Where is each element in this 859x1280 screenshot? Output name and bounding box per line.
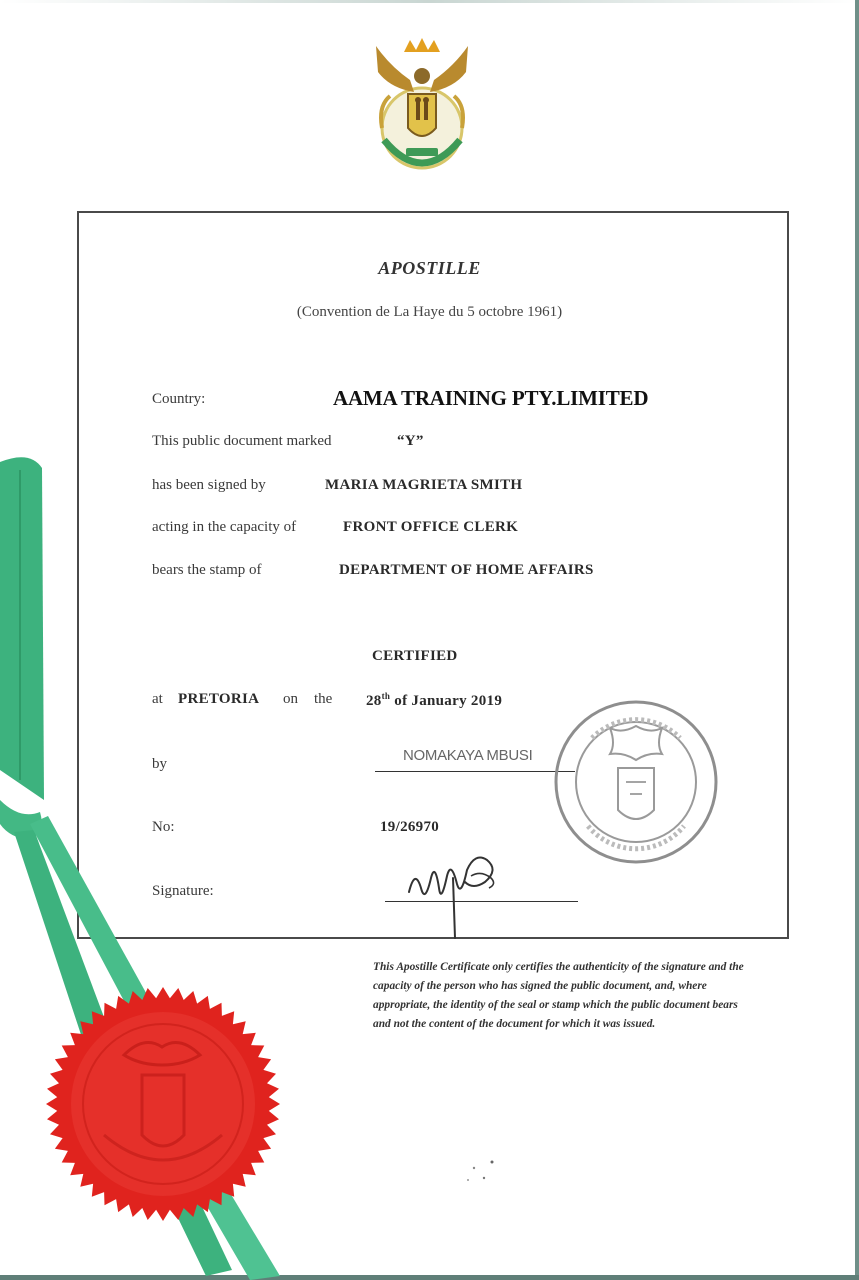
convention-reference: (Convention de La Haye du 5 octobre 1961): [296, 304, 563, 320]
date-day-suffix: th: [381, 691, 391, 701]
on-label: on: [283, 691, 298, 707]
stamp-value: DEPARTMENT OF HOME AFFAIRS: [339, 562, 594, 578]
certified-heading: CERTIFIED: [372, 648, 458, 664]
south-africa-coat-of-arms-icon: [370, 36, 474, 172]
print-specks: [462, 1156, 502, 1186]
certified-date: [366, 691, 502, 710]
date-rest: of January 2019: [394, 693, 503, 709]
document-marked-label: This public document marked: [152, 433, 332, 449]
place-value: PRETORIA: [178, 691, 260, 707]
red-wax-seal-icon: [44, 985, 282, 1223]
page-right-edge: [855, 0, 859, 1280]
signature-label: Signature:: [152, 883, 214, 899]
stamp-label: bears the stamp of: [152, 562, 262, 578]
certifying-officer-name: NOMAKAYA MBUSI: [403, 747, 533, 764]
handwritten-signature-icon: [405, 848, 505, 940]
country-value: AAMA TRAINING PTY.LIMITED: [333, 386, 649, 410]
certificate-title: APOSTILLE: [378, 258, 481, 278]
country-label: Country:: [152, 391, 206, 407]
capacity-label: acting in the capacity of: [152, 519, 297, 535]
disclaimer-text: This Apostille Certificate only certifies the authenticity of the signature and the capacity of the person who has signed the public document, and, where appropriate, the identity of the seal or stamp which the public document bears and not the content of the document for which it was issued.: [373, 961, 744, 1030]
signed-by-value: MARIA MAGRIETA SMITH: [325, 477, 523, 493]
the-label: the: [314, 691, 333, 707]
capacity-value: FRONT OFFICE CLERK: [343, 519, 519, 535]
by-label: by: [152, 756, 167, 772]
number-value: 19/26970: [380, 819, 440, 835]
by-underline: [375, 771, 575, 772]
number-label: No:: [152, 819, 175, 835]
date-day: 28: [366, 693, 382, 709]
page-top-edge: [0, 0, 859, 3]
signed-by-label: has been signed by: [152, 477, 266, 493]
document-marked-value: “Y”: [397, 433, 424, 449]
official-round-stamp-icon: [552, 698, 720, 866]
at-label: at: [152, 691, 163, 707]
